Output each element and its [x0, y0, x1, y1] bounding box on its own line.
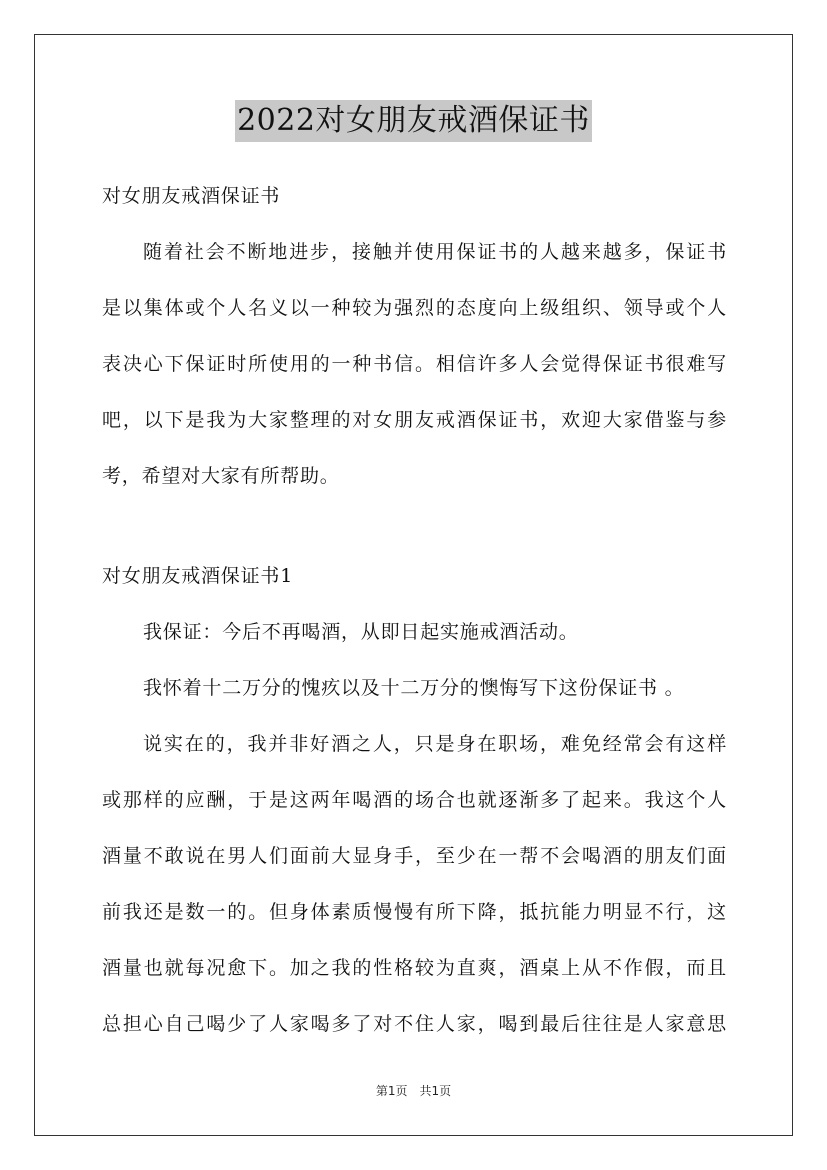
intro-paragraph-line: 考，希望对大家有所帮助。	[102, 465, 340, 487]
document-body	[102, 168, 727, 1052]
title-container	[0, 100, 827, 142]
page-footer	[0, 1082, 827, 1100]
body-paragraph-line: 酒量也就每况愈下。加之我的性格较为直爽，酒桌上从不作假，而且	[102, 957, 727, 979]
body-paragraph-line: 总担心自己喝少了人家喝多了对不住人家，喝到最后往往是人家意思	[102, 1013, 727, 1035]
pledge-line: 我保证：今后不再喝酒，从即日起实施戒酒活动。	[143, 621, 579, 643]
body-paragraph-line: 或那样的应酬，于是这两年喝酒的场合也就逐渐多了起来。我这个人	[102, 789, 727, 811]
section-spacer	[102, 504, 727, 548]
document-title: 2022对女朋友戒酒保证书	[235, 100, 592, 142]
intro-paragraph-line: 吧，以下是我为大家整理的对女朋友戒酒保证书，欢迎大家借鉴与参	[102, 409, 727, 431]
page-number-current: 第1页	[375, 1084, 408, 1098]
body-paragraph-line: 酒量不敢说在男人们面前大显身手，至少在一帮不会喝酒的朋友们面	[102, 845, 727, 867]
intro-paragraph-line: 是以集体或个人名义以一种较为强烈的态度向上级组织、领导或个人	[102, 297, 727, 319]
intro-paragraph-line: 表决心下保证时所使用的一种书信。相信许多人会觉得保证书很难写	[102, 353, 727, 375]
body-paragraph-line: 前我还是数一的。但身体素质慢慢有所下降，抵抗能力明显不行，这	[102, 901, 727, 923]
intro-paragraph-line: 随着社会不断地进步，接触并使用保证书的人越来越多，保证书	[143, 241, 727, 263]
page-number-total: 共1页	[419, 1084, 452, 1098]
intro-heading: 对女朋友戒酒保证书	[102, 185, 281, 207]
section-heading: 对女朋友戒酒保证书1	[102, 565, 294, 587]
remorse-line: 我怀着十二万分的愧疚以及十二万分的懊悔写下这份保证书 。	[143, 677, 685, 699]
body-paragraph-line: 说实在的，我并非好酒之人，只是身在职场，难免经常会有这样	[143, 733, 727, 755]
